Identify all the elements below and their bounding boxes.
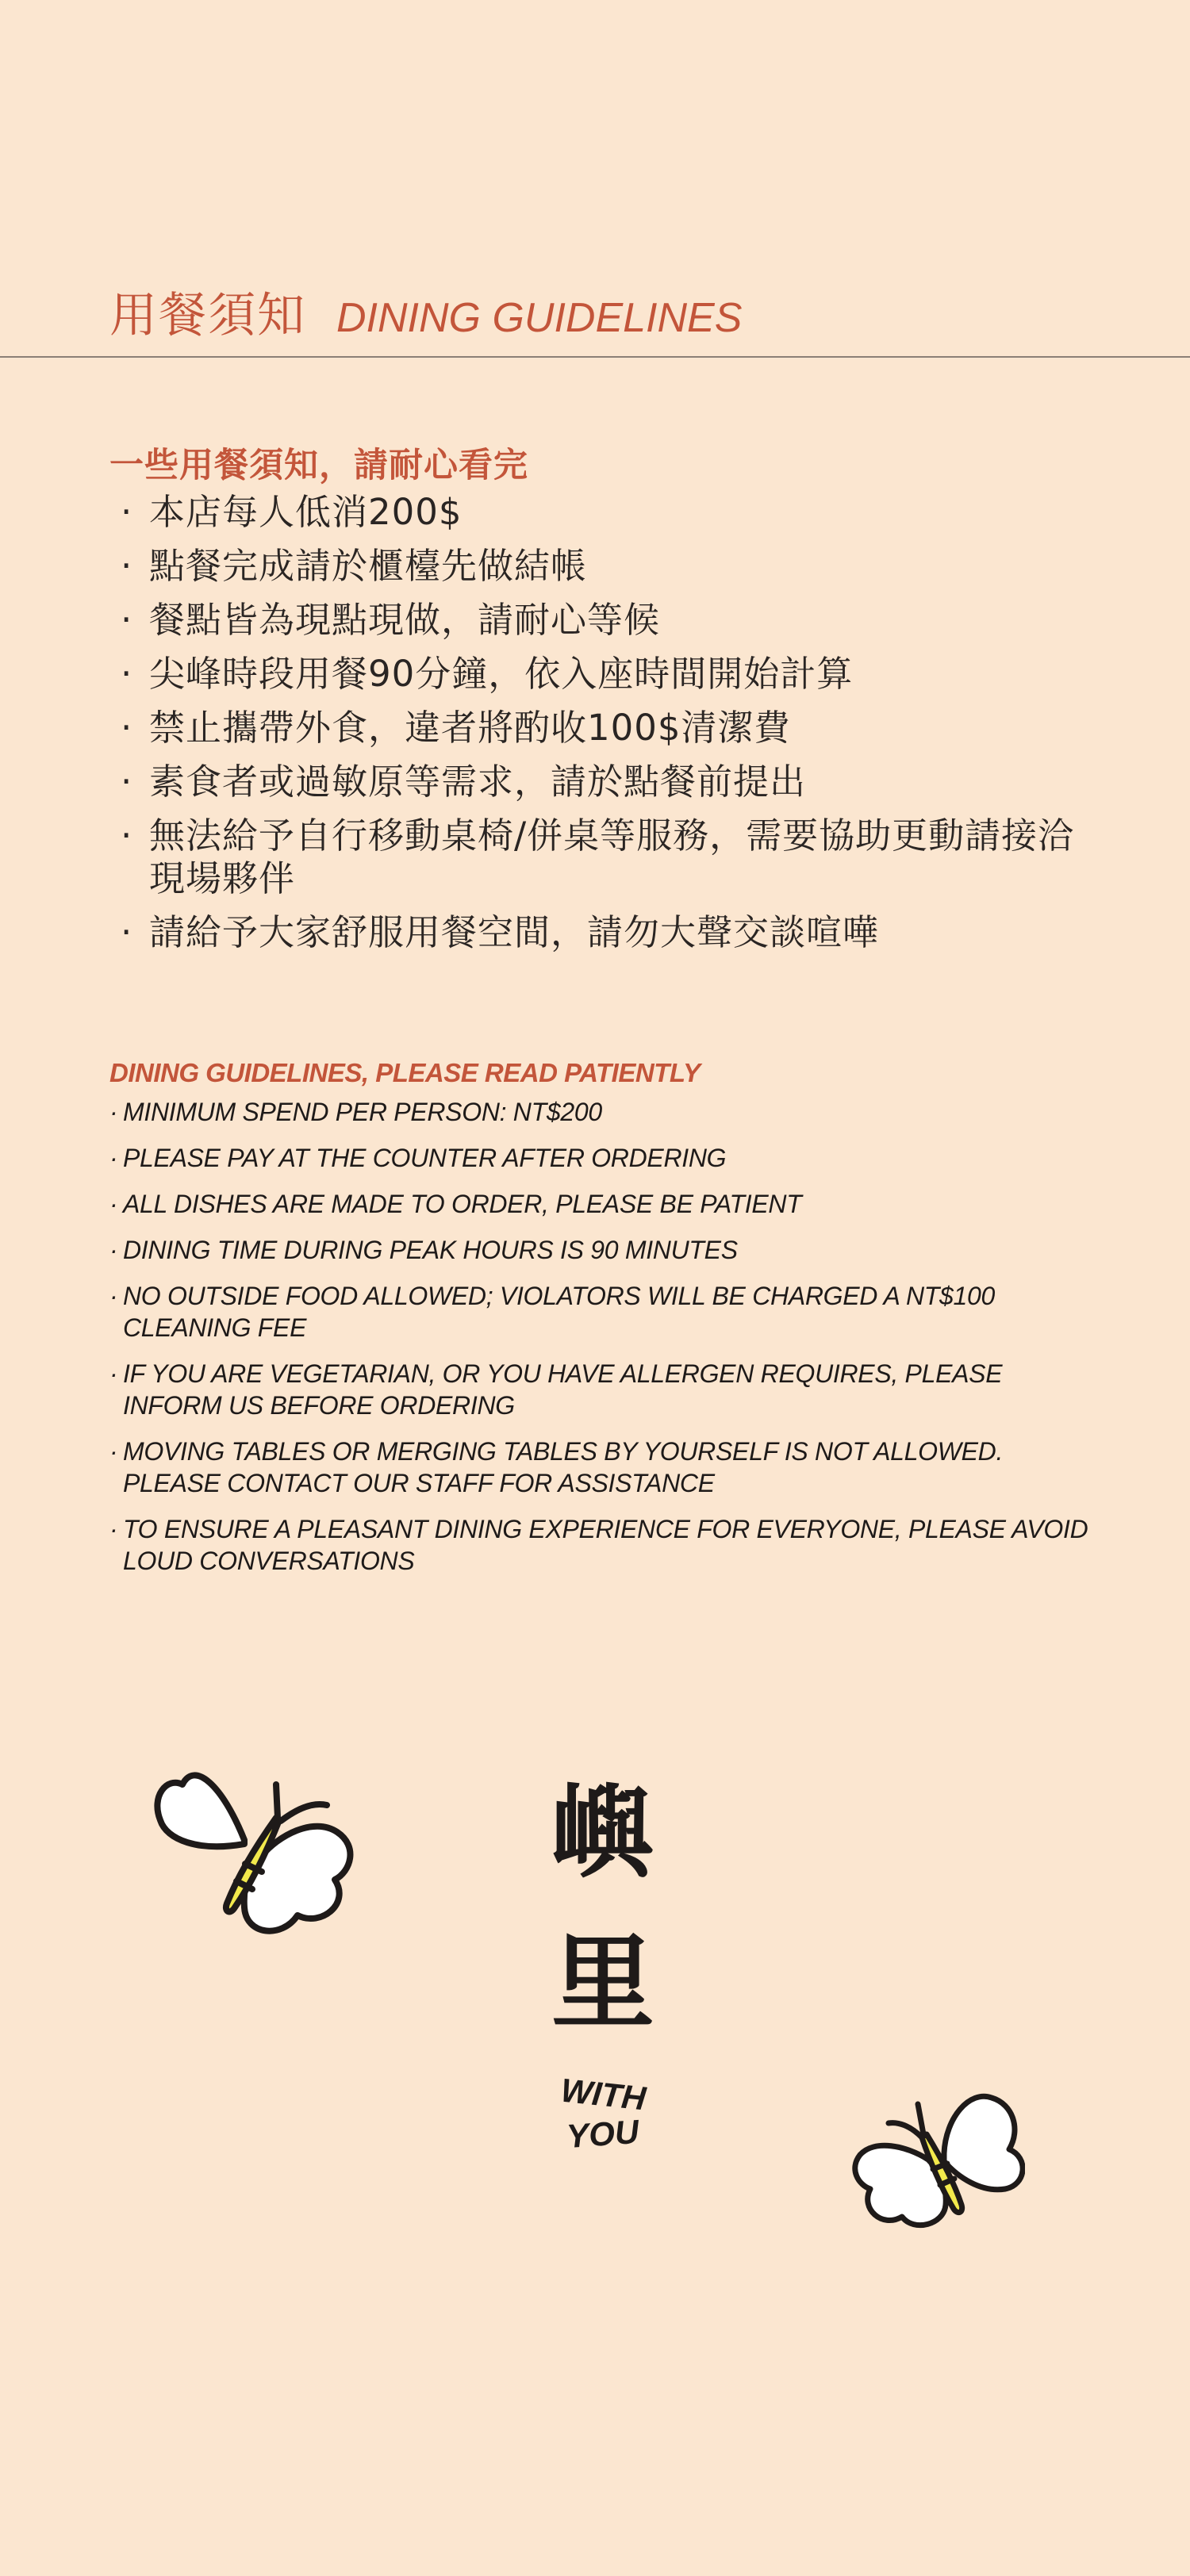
bullet-dot: · bbox=[109, 1437, 118, 1466]
list-item-text: MINIMUM SPEND PER PERSON: NT$200 bbox=[123, 1098, 602, 1126]
bullet-dot: · bbox=[121, 653, 133, 695]
list-item bbox=[109, 1358, 1101, 1421]
bullet-dot: · bbox=[121, 545, 133, 587]
bullet-dot: · bbox=[109, 1144, 118, 1172]
list-item bbox=[109, 1188, 1101, 1220]
butterfly-icon bbox=[151, 1753, 357, 1943]
butterfly-icon bbox=[850, 2082, 1025, 2237]
logo-char-top: 嶼 bbox=[551, 1781, 655, 1892]
english-guidelines-list bbox=[109, 1096, 1101, 1577]
list-item-text: IF YOU ARE VEGETARIAN, OR YOU HAVE ALLERGEN REQUIRES, PLEASE INFORM US BEFORE ORDERING bbox=[123, 1359, 1003, 1420]
list-item bbox=[109, 1436, 1101, 1499]
list-item bbox=[109, 491, 1093, 534]
bullet-dot: · bbox=[121, 491, 133, 533]
english-guidelines-title: DINING GUIDELINES, PLEASE READ PATIENTLY bbox=[109, 1058, 701, 1087]
list-item bbox=[109, 707, 1093, 749]
list-item bbox=[109, 1513, 1101, 1577]
bullet-dot: · bbox=[109, 1515, 118, 1543]
list-item bbox=[109, 653, 1093, 696]
list-item-text: 本店每人低消200$ bbox=[149, 491, 463, 533]
header-divider bbox=[0, 356, 1190, 358]
list-item bbox=[109, 545, 1093, 588]
list-item bbox=[109, 911, 1093, 954]
list-item-text: PLEASE PAY AT THE COUNTER AFTER ORDERING bbox=[123, 1144, 727, 1172]
list-item bbox=[109, 1280, 1101, 1344]
english-guidelines bbox=[109, 1053, 1101, 1591]
list-item-text: 素食者或過敏原等需求，請於點餐前提出 bbox=[149, 761, 807, 803]
chinese-guidelines bbox=[109, 440, 1093, 965]
list-item-text: ALL DISHES ARE MADE TO ORDER, PLEASE BE PATIENT bbox=[123, 1190, 802, 1218]
bullet-dot: · bbox=[121, 761, 133, 803]
brand-logo bbox=[524, 1781, 682, 2161]
bullet-dot: · bbox=[121, 815, 133, 857]
page-title bbox=[109, 278, 742, 346]
chinese-guidelines-title: 一些用餐須知，請耐心看完 bbox=[109, 446, 528, 485]
bullet-dot: · bbox=[109, 1359, 118, 1388]
bullet-dot: · bbox=[109, 1190, 118, 1218]
list-item bbox=[109, 761, 1093, 803]
list-item-text: 無法給予自行移動桌椅/併桌等服務，需要協助更動請接洽現場夥伴 bbox=[149, 815, 1075, 899]
chinese-guidelines-list bbox=[109, 491, 1093, 954]
bullet-dot: · bbox=[109, 1236, 118, 1264]
logo-tagline-you: YOU bbox=[565, 2112, 640, 2156]
list-item-text: DINING TIME DURING PEAK HOURS IS 90 MINUTES bbox=[123, 1236, 738, 1264]
logo-char-bottom: 里 bbox=[551, 1922, 655, 2043]
list-item-text: 點餐完成請於櫃檯先做結帳 bbox=[149, 545, 588, 587]
list-item-text: 請給予大家舒服用餐空間，請勿大聲交談喧嘩 bbox=[149, 911, 880, 953]
bullet-dot: · bbox=[121, 707, 133, 749]
title-chinese: 用餐須知 bbox=[109, 288, 306, 343]
bullet-dot: · bbox=[121, 599, 133, 641]
bullet-dot: · bbox=[109, 1098, 118, 1126]
list-item bbox=[109, 599, 1093, 642]
list-item-text: MOVING TABLES OR MERGING TABLES BY YOURSELF IS NOT ALLOWED. PLEASE CONTACT OUR STAFF FOR ASSISTANCE bbox=[123, 1437, 1004, 1497]
list-item bbox=[109, 1142, 1101, 1174]
list-item bbox=[109, 1096, 1101, 1128]
list-item-text: TO ENSURE A PLEASANT DINING EXPERIENCE FOR EVERYONE, PLEASE AVOID LOUD CONVERSATIONS bbox=[123, 1515, 1088, 1575]
list-item-text: 尖峰時段用餐90分鐘，依入座時間開始計算 bbox=[149, 653, 854, 695]
bullet-dot: · bbox=[121, 911, 133, 953]
title-english: DINING GUIDELINES bbox=[336, 295, 743, 341]
list-item-text: 禁止攜帶外食，違者將酌收100$清潔費 bbox=[149, 707, 791, 749]
list-item-text: NO OUTSIDE FOOD ALLOWED; VIOLATORS WILL BE CHARGED A NT$100 CLEANING FEE bbox=[123, 1282, 996, 1342]
bullet-dot: · bbox=[109, 1282, 118, 1310]
list-item bbox=[109, 1234, 1101, 1266]
list-item bbox=[109, 815, 1093, 900]
list-item-text: 餐點皆為現點現做，請耐心等候 bbox=[149, 599, 661, 641]
logo-tagline-with: WITH bbox=[559, 2071, 648, 2118]
